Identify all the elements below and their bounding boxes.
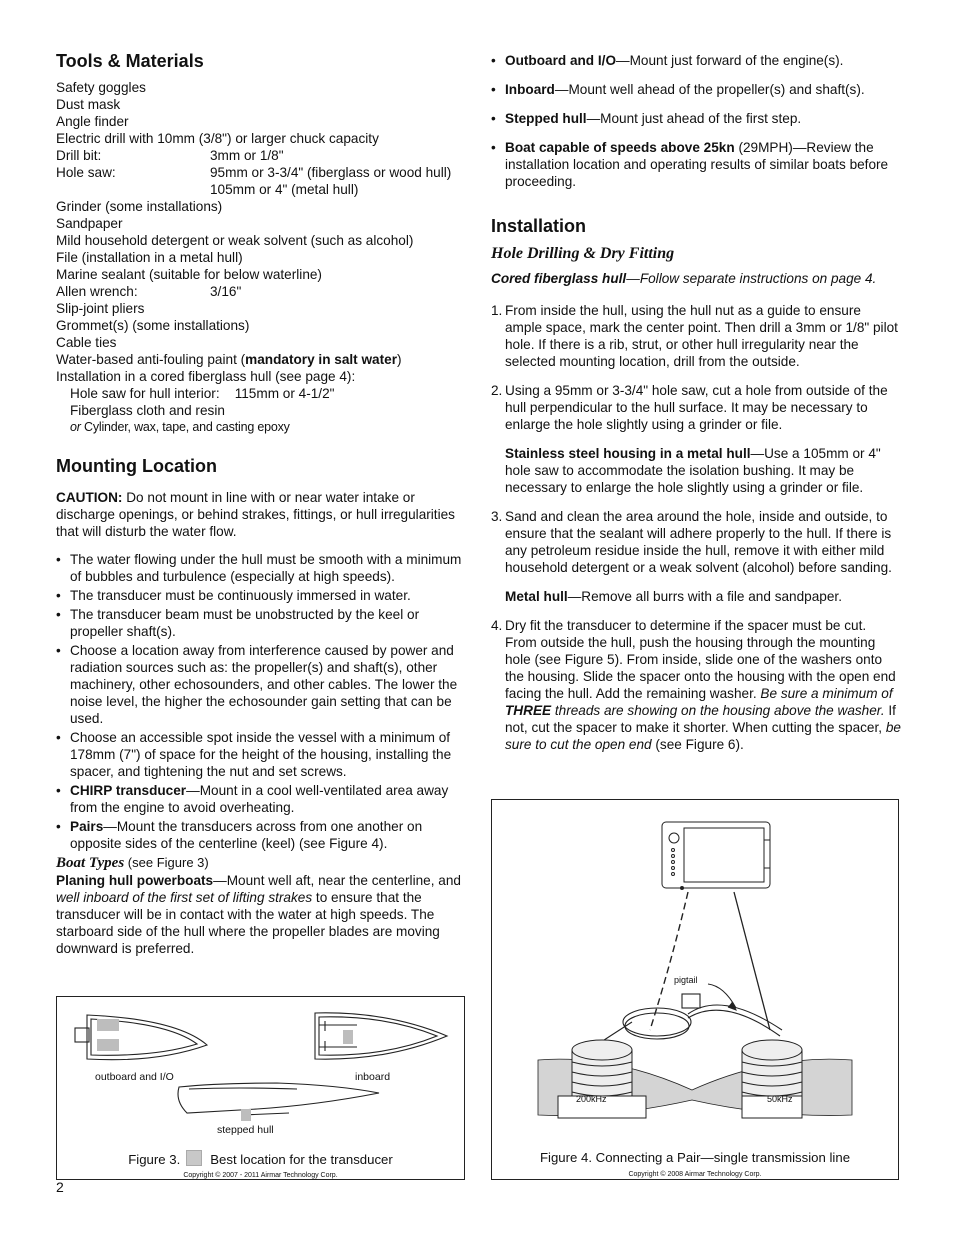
allen-wrench-row: Allen wrench: 3/16": [56, 284, 242, 299]
figure-4-caption: Figure 4. Connecting a Pair—single transmission line: [539, 1150, 851, 1165]
tool-item: Grommet(s) (some installations): [56, 318, 250, 333]
list-item: • Inboard—Mount well ahead of the propeller(s) and shaft(s).: [491, 81, 901, 98]
hole-saw-row-2: 105mm or 4" (metal hull): [210, 182, 359, 197]
stepped-hull-icon: [178, 1083, 379, 1115]
figure-4: [491, 799, 899, 1180]
installation-steps: [491, 302, 901, 753]
paint-item: Water-based anti-fouling paint (mandatory in salt water): [56, 352, 402, 367]
list-item: 1. From inside the hull, using the hull nut as a guide to ensure ample space, mark the center point. Then drill a 3mm or 1/8" pilot hole. If there is a rib, strut, or other hull irregularity near the selected mounting location, drill from the outside.: [491, 303, 898, 369]
caution-paragraph: CAUTION: Do not mount in line with or near water intake or discharge openings, or behind strakes, fittings, or hull irregularities that will disturb the water flow.: [56, 490, 455, 539]
drill-bit-row: Drill bit: 3mm or 1/8": [56, 148, 284, 163]
legend-swatch: [186, 1150, 202, 1166]
list-item: 4. Dry fit the transducer to determine if the spacer must be cut. From outside the hull, push the housing through the mounting hole (see Figure 5). From inside, slide one of the washers onto the housing. Slide the spacer onto the housing with the open end facing the hull. Add the remaining washer. Be sure a minimum of THREE threads are showing on the housing above the washer. If not, cut the spacer to make it shorter. When cutting the spacer, be sure to cut the open end (see Figure 6).: [491, 618, 901, 752]
tool-item: Safety goggles: [56, 80, 146, 95]
tool-item: Slip-joint pliers: [56, 301, 145, 316]
mounting-bullets: [56, 551, 466, 852]
planing-paragraph: Planing hull powerboats—Mount well aft, near the centerline, and well inboard of the first set of lifting strakes to ensure that the transducer will be in contact with the water at high speeds. The starboard side of the hull where the propeller blades are moving downward is preferred.: [56, 873, 461, 956]
cored-cylinder: or Cylinder, wax, tape, and casting epoxy: [70, 420, 290, 434]
cored-hole-saw: Hole saw for hull interior: 115mm or 4-1/2": [70, 386, 335, 401]
transducer-pair-illustration: [492, 800, 898, 1130]
tool-item: File (installation in a metal hull): [56, 250, 243, 265]
inboard-boat-icon: [315, 1013, 447, 1059]
boat-types-heading: Boat Types (see Figure 3): [56, 855, 209, 871]
tool-item: Marine sealant (suitable for below waterline): [56, 267, 322, 282]
list-item: • The water flowing under the hull must be smooth with a minimum of bubbles and turbulence (especially at high speeds).: [56, 551, 466, 585]
best-location-marker: [241, 1109, 251, 1121]
outboard-boat-icon: [75, 1015, 207, 1060]
boat-types-illustration: [57, 997, 464, 1137]
best-location-marker: [97, 1039, 119, 1051]
echosounder-display-icon: [662, 822, 770, 890]
steel-note: Stainless steel housing in a metal hull—Use a 105mm or 4" hole saw to accommodate the isolation bushing. It may be necessary to enlarge the hole slightly using a grinder or file.: [505, 446, 881, 495]
hole-saw-row: Hole saw: 95mm or 3-3/4" (fiberglass or wood hull): [56, 165, 452, 180]
pigtail-cable-icon: [592, 994, 782, 1048]
tool-item: Dust mask: [56, 97, 121, 112]
page-number: 2: [56, 1179, 64, 1195]
hole-drilling-subheading: Hole Drilling & Dry Fitting: [491, 245, 675, 262]
right-column: [491, 50, 901, 753]
list-item: 2. Using a 95mm or 3-3/4" hole saw, cut a hole from outside of the hull perpendicular to the hull surface. It may be necessary to enlarge the hole slightly using a grinder or file. Stainless steel housing in a metal hull—Use a 105mm or 4" hole saw to accommodate the isolation bushing. It may be necessary to enlarge the hole slightly using a grinder or file.: [491, 382, 901, 496]
tools-heading: Tools & Materials: [56, 51, 204, 71]
list-item: 3. Sand and clean the area around the hole, inside and outside, to ensure that the sealant will adhere properly to the hull. If there is any petroleum residue inside the hull, remove it with either mild household detergent or a weak solvent (alcohol) before sanding. Metal hull—Remove all burrs with a file and sandpaper.: [491, 508, 901, 605]
cored-cloth: Fiberglass cloth and resin: [70, 403, 225, 418]
tool-item: Grinder (some installations): [56, 199, 223, 214]
list-item: • Outboard and I/O—Mount just forward of the engine(s).: [491, 52, 901, 69]
list-item: • Choose an accessible spot inside the vessel with a minimum of 178mm (7") of space for the height of the housing, installing the spacer, and tightening the nut and set screws.: [56, 729, 466, 780]
tool-item: Sandpaper: [56, 216, 123, 231]
installation-heading: Installation: [491, 216, 587, 236]
label-stepped: stepped hull: [217, 1124, 274, 1136]
metal-note: Metal hull—Remove all burrs with a file and sandpaper.: [505, 589, 842, 604]
cored-intro: Installation in a cored fiberglass hull (see page 4):: [56, 369, 356, 384]
label-200khz: 200kHz: [576, 1094, 607, 1104]
figure-3: [56, 996, 465, 1180]
best-location-marker: [97, 1019, 119, 1031]
pairs-bullet: • Pairs—Mount the transducers across from one another on opposite sides of the centerline (keel) (see Figure 4).: [56, 818, 466, 852]
list-item: • The transducer must be continuously immersed in water.: [56, 587, 466, 604]
figure-4-copyright: Copyright © 2008 Airmar Technology Corp.: [628, 1171, 762, 1178]
figure-3-copyright: Copyright © 2007 - 2011 Airmar Technology Corp.: [183, 1172, 338, 1179]
list-item: • Stepped hull—Mount just ahead of the first step.: [491, 110, 901, 127]
tool-item: Cable ties: [56, 335, 117, 350]
figure-3-caption: Figure 3. Best location for the transducer: [128, 1152, 393, 1167]
best-location-marker: [343, 1030, 353, 1044]
left-column: [56, 50, 466, 957]
label-outboard: outboard and I/O: [95, 1071, 174, 1083]
list-item: • The transducer beam must be unobstructed by the keel or propeller shaft(s).: [56, 606, 466, 640]
tool-item: Electric drill with 10mm (3/8") or larger chuck capacity: [56, 131, 379, 146]
label-50khz: 50kHz: [767, 1094, 793, 1104]
label-pigtail: pigtail: [674, 975, 698, 985]
list-item: • Boat capable of speeds above 25kn (29MPH)—Review the installation location and operating results of similar boats before proceeding.: [491, 139, 901, 190]
label-inboard: inboard: [355, 1071, 391, 1083]
tool-item: Angle finder: [56, 114, 129, 129]
chirp-bullet: • CHIRP transducer—Mount in a cool well-ventilated area away from the engine to avoid overheating.: [56, 782, 466, 816]
cored-note: Cored fiberglass hull—Follow separate instructions on page 4.: [491, 271, 877, 286]
boat-type-bullets: [491, 52, 901, 190]
list-item: • Choose a location away from interference caused by power and radiation sources such as: the propeller(s) and shaft(s), other machinery, other echosounders, and other cables. The lower the noise level, the higher the echosounder gain setting that can be used.: [56, 642, 466, 727]
mounting-heading: Mounting Location: [56, 456, 217, 476]
tool-item: Mild household detergent or weak solvent (such as alcohol): [56, 233, 414, 248]
